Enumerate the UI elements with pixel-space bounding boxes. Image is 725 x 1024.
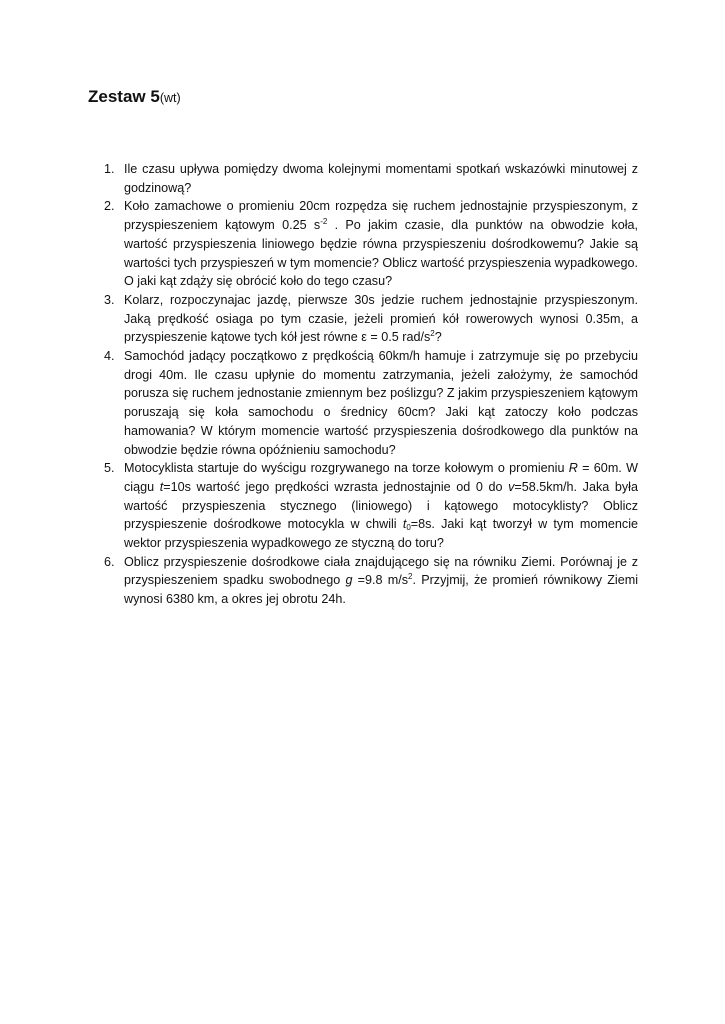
item-text: =10s wartość jego prędkości wzrasta jednostajnie od 0 do [163,479,509,494]
item-text: ? [434,330,442,345]
list-item [92,291,638,347]
subscript: 0 [406,523,411,533]
superscript: -2 [320,217,328,227]
list-item [92,197,638,291]
item-number: 4. [104,349,115,364]
title-main: Zestaw 5 [88,87,160,106]
item-text: =58.5km/h. Jaka była wartość przyspieszenia stycznego (liniowego) i kątowego motocyklisty? Oblicz przyspieszenie dośrodkowe motocykla w chwili [124,479,638,532]
item-text: Kolarz, rozpoczynajac jazdę, pierwsze 30s jedzie ruchem jednostajnie przyspieszonym. Jaką prędkość osiaga po tym czasie, jeżeli promień kół rowerowych wynosi 0.35m, a przyspieszenie kątowe tych kół jest równe ε = 0.5 rad/s [124,292,638,345]
list-item [92,553,638,609]
list-item [92,459,638,553]
item-text: . Po jakim czasie, dla punktów na obwodzie koła, wartość przyspieszenia liniowego będzie równa przyspieszeniu dośrodkowemu? Jakie są wartości tych przyspieszeń w tym momencie? Oblicz wartość przyspieszenia wypadkowego. O jaki kąt zdąży się obrócić koło do tego czasu? [124,218,639,289]
item-number: 3. [104,292,115,307]
italic-symbol: v [508,479,515,494]
item-text: Samochód jadący początkowo z prędkością 60km/h hamuje i zatrzymuje się po przebyciu drogi 40m. Ile czasu upłynie do momentu zatrzymania, jeżeli założymy, że samochód porusza się ruchem jednostanie zmiennym bez poślizgu? Z jakim przyspieszeniem kątowym poruszają się koła samochodu o średnicy 60cm? Jaki kąt zatoczy koło podczas hamowania? W którym momencie wartość przyspieszenia dośrodkowego dla punktów na obwodzie będzie równa opóźnieniu samochodu? [124,349,638,457]
list-item [92,347,638,459]
superscript: 2 [430,329,435,339]
italic-symbol: g [345,573,353,588]
italic-symbol: R [568,461,578,476]
item-text: . Przyjmij, że promień równikowy Ziemi wynosi 6380 km, a okres jej obrotu 24h. [124,573,638,607]
item-text: Koło zamachowe o promieniu 20cm rozpędza się ruchem jednostajnie przyspieszonym, z przyspieszeniem kątowym 0.25 s [124,199,638,233]
italic-symbol: t [159,479,164,494]
item-text: = 60m. W ciągu [124,461,638,494]
list-item [92,160,638,197]
title-suffix: (wt) [159,91,181,105]
item-text: =9.8 m/s [352,573,409,588]
item-text: Oblicz przyspieszenie dośrodkowe ciała znajdującego się na równiku Ziemi. Porównaj je z przyspieszeniem spadku swobodnego [124,554,638,588]
item-number: 2. [104,199,115,214]
page-title [88,86,181,109]
item-text: Motocyklista startuje do wyścigu rozgrywanego na torze kołowym o promieniu [124,461,569,476]
problem-list [92,160,638,609]
item-number: 1. [104,162,115,176]
item-text: =8s. Jaki kąt tworzył w tym momencie wektor przyspieszenia wypadkowego ze styczną do toru? [124,517,638,551]
item-text: Ile czasu upływa pomiędzy dwoma kolejnymi momentami spotkań wskazówki minutowej z godzinową? [124,162,638,195]
item-number: 5. [104,461,115,476]
item-number: 6. [104,554,115,569]
superscript: 2 [408,572,413,582]
italic-symbol: t [402,517,407,532]
